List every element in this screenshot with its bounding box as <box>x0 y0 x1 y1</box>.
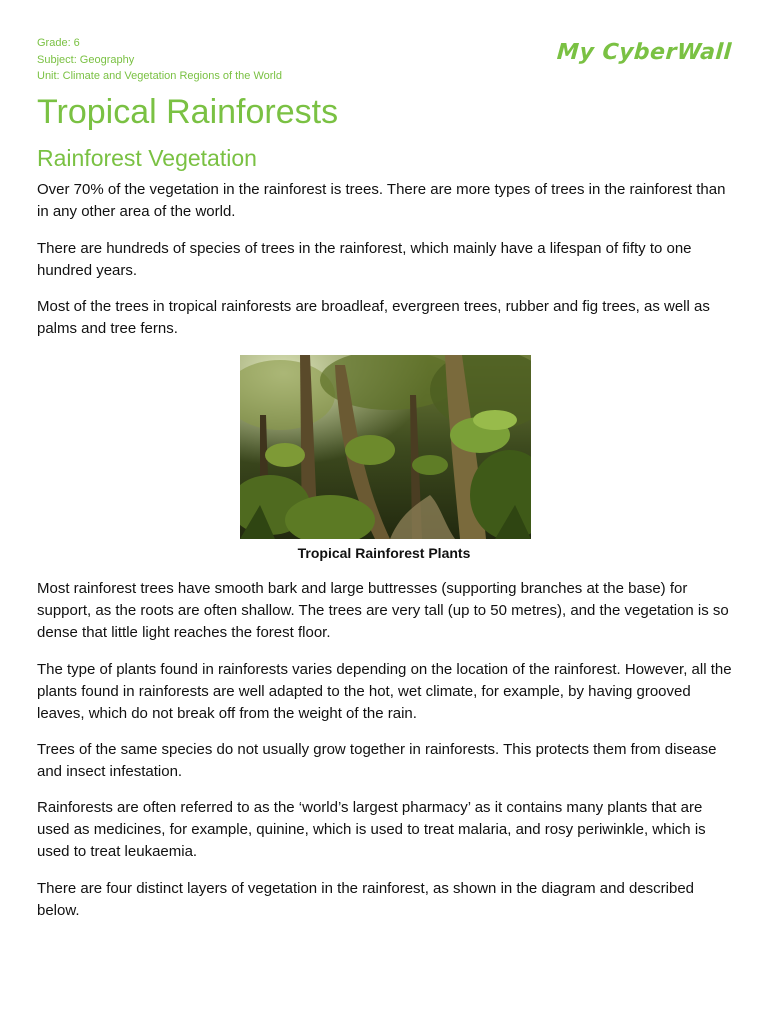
section-heading: Rainforest Vegetation <box>37 145 257 171</box>
paragraph: There are four distinct layers of vegetation in the rainforest, as shown in the diagram and described below. <box>37 880 695 919</box>
rainforest-photo <box>240 355 531 539</box>
paragraph: Trees of the same species do not usually grow together in rainforests. This protects them from disease and insect infestation. <box>37 741 717 780</box>
paragraph: Over 70% of the vegetation in the rainforest is trees. There are more types of trees in the rainforest than in any other area of the world. <box>37 181 726 220</box>
paragraph: There are hundreds of species of trees in the rainforest, which mainly have a lifespan of fifty to one hundred years. <box>37 240 692 279</box>
unit-label: Unit: Climate and Vegetation Regions of the World <box>37 70 282 82</box>
paragraph: Rainforests are often referred to as the ‘world’s largest pharmacy’ as it contains many plants that are used as medicines, for example, quinine, which is used to treat malaria, and rosy periwinkle, which is used to treat leukaemia. <box>37 799 706 860</box>
worksheet-meta <box>37 35 282 85</box>
subject-label: Subject: Geography <box>37 53 135 66</box>
paragraph: The type of plants found in rainforests varies depending on the location of the rainforest. However, all the plants found in rainforests are well adapted to the hot, wet climate, for example, by having grooved leaves, which do not break off from the weight of the rain. <box>37 661 732 722</box>
paragraph: Most rainforest trees have smooth bark and large buttresses (supporting branches at the base) for support, as the roots are often shallow. The trees are very tall (up to 50 metres), and the vegetation is so dense that little light reaches the forest floor. <box>37 580 729 641</box>
paragraph: Most of the trees in tropical rainforests are broadleaf, evergreen trees, rubber and fig trees, as well as palms and tree ferns. <box>37 298 710 337</box>
grade-label: Grade: 6 <box>37 37 80 49</box>
brand-logo: My CyberWall <box>556 40 733 65</box>
figure-caption: Tropical Rainforest Plants <box>297 545 471 561</box>
page-title: Tropical Rainforests <box>37 93 339 131</box>
